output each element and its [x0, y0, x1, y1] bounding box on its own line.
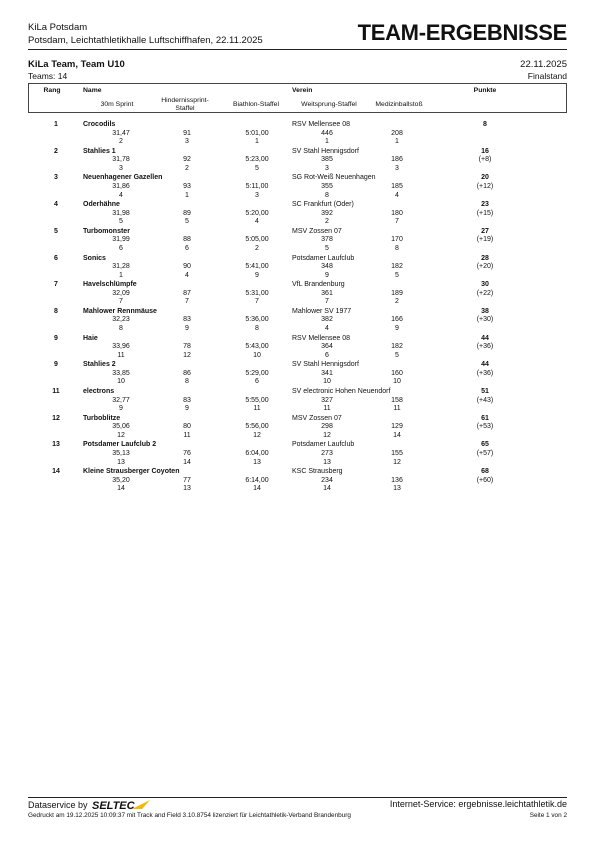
- club-name: Potsdamer Laufclub: [292, 441, 355, 449]
- place-medball: 5: [395, 351, 399, 359]
- document-title: TEAM-ERGEBNISSE: [357, 20, 567, 45]
- result-row: [0, 335, 595, 362]
- perf-longjump: 234: [321, 476, 333, 484]
- place-medball: 11: [393, 405, 401, 413]
- club-name: VfL Brandenburg: [292, 281, 345, 289]
- result-row: [0, 174, 595, 201]
- place-medball: 8: [395, 244, 399, 252]
- result-row: [0, 415, 595, 442]
- result-row: [0, 281, 595, 308]
- place-sprint: 3: [119, 164, 123, 172]
- perf-medball: 189: [391, 289, 403, 297]
- perf-sprint: 35,20: [112, 476, 130, 484]
- place-hurdle-relay: 9: [185, 325, 189, 333]
- perf-biathlon: 5:29,00: [245, 369, 269, 377]
- competition-title: KiLa Team, Team U10: [28, 59, 125, 70]
- perf-biathlon: 5:36,00: [245, 316, 269, 324]
- perf-biathlon: 5:05,00: [245, 236, 269, 244]
- result-rank: 8: [54, 307, 58, 315]
- team-name: Potsdamer Laufclub 2: [83, 441, 157, 449]
- place-medball: 5: [395, 271, 399, 279]
- perf-medball: 185: [391, 182, 403, 190]
- perf-sprint: 31,78: [112, 156, 130, 164]
- perf-longjump: 273: [321, 449, 333, 457]
- team-name: Stahlies 2: [83, 361, 116, 369]
- perf-hurdle-relay: 91: [183, 129, 191, 137]
- header-rule: [28, 49, 567, 50]
- team-name: Oderhähne: [83, 201, 120, 209]
- perf-biathlon: 5:20,00: [245, 209, 269, 217]
- perf-longjump: 348: [321, 263, 333, 271]
- place-longjump: 9: [325, 271, 329, 279]
- place-hurdle-relay: 14: [183, 458, 191, 466]
- place-longjump: 13: [323, 458, 331, 466]
- logo-swoosh-icon: [132, 800, 150, 809]
- organizer: KiLa Potsdam: [28, 22, 88, 33]
- club-name: Mahlower SV 1977: [292, 307, 352, 315]
- place-biathlon: 10: [253, 351, 261, 359]
- result-row: [0, 121, 595, 148]
- perf-medball: 155: [391, 449, 403, 457]
- perf-hurdle-relay: 80: [183, 423, 191, 431]
- perf-medball: 160: [391, 369, 403, 377]
- points-gap: (+57): [476, 449, 494, 457]
- place-biathlon: 3: [255, 191, 259, 199]
- points-gap: (+22): [476, 289, 494, 297]
- perf-biathlon: 5:56,00: [245, 423, 269, 431]
- result-rank: 9: [54, 334, 58, 342]
- team-name: Sonics: [83, 254, 106, 262]
- perf-hurdle-relay: 77: [183, 476, 191, 484]
- competition-date: 22.11.2025: [520, 59, 567, 70]
- result-row: [0, 148, 595, 175]
- team-name: Crocodils: [83, 121, 116, 128]
- venue-line: Potsdam, Leichtathletikhalle Luftschiffhafen, 22.11.2025: [28, 35, 263, 46]
- club-name: RSV Mellensee 08: [292, 121, 350, 128]
- perf-biathlon: 5:41,00: [245, 263, 269, 271]
- perf-biathlon: 5:01,00: [245, 129, 269, 137]
- team-name: Havelschlümpfe: [83, 281, 137, 289]
- club-name: SV Stahl Hennigsdorf: [292, 361, 359, 369]
- place-longjump: 1: [325, 138, 329, 146]
- place-biathlon: 2: [255, 244, 259, 252]
- perf-longjump: 298: [321, 423, 333, 431]
- place-sprint: 9: [119, 405, 123, 413]
- result-rank: 5: [54, 227, 58, 235]
- col-disc-biathlon: Biathlon-Staffel: [233, 101, 279, 108]
- result-row: [0, 228, 595, 255]
- club-name: RSV Mellensee 08: [292, 334, 350, 342]
- perf-longjump: 355: [321, 182, 333, 190]
- place-longjump: 8: [325, 191, 329, 199]
- perf-hurdle-relay: 92: [183, 156, 191, 164]
- perf-biathlon: 6:14,00: [245, 476, 269, 484]
- col-disc-longjump: Weitsprung-Staffel: [301, 101, 357, 108]
- perf-medball: 129: [391, 423, 403, 431]
- perf-hurdle-relay: 76: [183, 449, 191, 457]
- club-name: SV Stahl Hennigsdorf: [292, 147, 359, 155]
- perf-sprint: 32,77: [112, 396, 130, 404]
- place-biathlon: 11: [253, 405, 261, 413]
- perf-biathlon: 5:43,00: [245, 343, 269, 351]
- place-sprint: 5: [119, 218, 123, 226]
- team-name: Turbomonster: [83, 227, 130, 235]
- result-rank: 11: [52, 388, 60, 395]
- club-name: MSV Zossen 07: [292, 227, 342, 235]
- print-info: Gedruckt am 19.12.2025 10:09:37 mit Track and Field 3.10.8754 lizenziert für Leichtathletik-Verband Brandenburg: [28, 812, 351, 819]
- perf-hurdle-relay: 83: [183, 316, 191, 324]
- result-rank: 13: [52, 441, 60, 449]
- points-gap: (+53): [476, 423, 494, 431]
- perf-biathlon: 5:31,00: [245, 289, 269, 297]
- place-medball: 7: [395, 218, 399, 226]
- place-biathlon: 8: [255, 325, 259, 333]
- perf-medball: 208: [391, 129, 403, 137]
- col-points: Punkte: [473, 87, 497, 94]
- place-sprint: 10: [117, 378, 125, 386]
- place-hurdle-relay: 1: [185, 191, 189, 199]
- team-name: Turboblitze: [83, 414, 121, 422]
- total-points: 28: [481, 254, 489, 262]
- place-sprint: 4: [119, 191, 123, 199]
- place-sprint: 13: [117, 458, 125, 466]
- place-hurdle-relay: 13: [183, 485, 191, 493]
- perf-longjump: 361: [321, 289, 333, 297]
- points-gap: (+36): [476, 343, 494, 351]
- total-points: 23: [481, 201, 489, 209]
- place-medball: 10: [393, 378, 401, 386]
- result-row: [0, 308, 595, 335]
- place-longjump: 7: [325, 298, 329, 306]
- place-biathlon: 5: [255, 164, 259, 172]
- place-medball: 9: [395, 325, 399, 333]
- result-row: [0, 255, 595, 282]
- perf-medball: 166: [391, 316, 403, 324]
- perf-medball: 180: [391, 209, 403, 217]
- result-row: [0, 361, 595, 388]
- place-hurdle-relay: 12: [183, 351, 191, 359]
- team-name: Neuenhagener Gazellen: [83, 174, 163, 182]
- perf-biathlon: 5:23,00: [245, 156, 269, 164]
- place-biathlon: 1: [255, 138, 259, 146]
- club-name: Potsdamer Laufclub: [292, 254, 355, 262]
- points-gap: (+20): [476, 263, 494, 271]
- place-medball: 13: [393, 485, 401, 493]
- col-disc-hurdle-relay: Hindernissprint-Staffel: [161, 97, 209, 112]
- total-points: 27: [481, 227, 489, 235]
- perf-biathlon: 5:11,00: [245, 182, 269, 190]
- total-points: 44: [481, 361, 489, 369]
- perf-hurdle-relay: 86: [183, 369, 191, 377]
- place-medball: 2: [395, 298, 399, 306]
- place-longjump: 11: [323, 405, 331, 413]
- perf-longjump: 446: [321, 129, 333, 137]
- result-rank: 14: [52, 468, 60, 476]
- club-name: SC Frankfurt (Oder): [292, 201, 354, 209]
- perf-longjump: 327: [321, 396, 333, 404]
- total-points: 44: [481, 334, 489, 342]
- total-points: 51: [481, 388, 489, 395]
- place-biathlon: 12: [253, 431, 261, 439]
- place-hurdle-relay: 7: [185, 298, 189, 306]
- place-sprint: 1: [119, 271, 123, 279]
- total-points: 65: [481, 441, 489, 449]
- perf-sprint: 35,13: [112, 449, 130, 457]
- team-name: Haie: [83, 334, 98, 342]
- perf-longjump: 364: [321, 343, 333, 351]
- total-points: 8: [483, 121, 487, 128]
- points-gap: (+8): [478, 156, 492, 164]
- total-points: 68: [481, 468, 489, 476]
- place-medball: 3: [395, 164, 399, 172]
- result-status: Finalstand: [527, 71, 567, 81]
- place-longjump: 12: [323, 431, 331, 439]
- perf-medball: 158: [391, 396, 403, 404]
- result-rank: 1: [54, 121, 58, 128]
- club-name: MSV Zossen 07: [292, 414, 342, 422]
- place-longjump: 2: [325, 218, 329, 226]
- perf-sprint: 35,06: [112, 423, 130, 431]
- perf-sprint: 32,09: [112, 289, 130, 297]
- club-name: KSC Strausberg: [292, 468, 343, 476]
- perf-sprint: 31,47: [112, 129, 130, 137]
- place-medball: 14: [393, 431, 401, 439]
- place-biathlon: 14: [253, 485, 261, 493]
- team-name: Mahlower Rennmäuse: [83, 307, 157, 315]
- result-row: [0, 468, 595, 495]
- place-hurdle-relay: 3: [185, 138, 189, 146]
- place-medball: 12: [393, 458, 401, 466]
- perf-hurdle-relay: 78: [183, 343, 191, 351]
- col-disc-sprint: 30m Sprint: [100, 101, 134, 108]
- place-biathlon: 9: [255, 271, 259, 279]
- result-rank: 4: [54, 201, 58, 209]
- internet-service: Internet-Service: ergebnisse.leichtathletik.de: [389, 799, 567, 809]
- total-points: 38: [481, 307, 489, 315]
- result-rank: 3: [54, 174, 58, 182]
- result-rank: 2: [54, 147, 58, 155]
- place-hurdle-relay: 4: [185, 271, 189, 279]
- place-hurdle-relay: 9: [185, 405, 189, 413]
- result-rank: 6: [54, 254, 58, 262]
- place-hurdle-relay: 2: [185, 164, 189, 172]
- result-row: [0, 441, 595, 468]
- perf-medball: 186: [391, 156, 403, 164]
- result-row: [0, 388, 595, 415]
- place-sprint: 6: [119, 244, 123, 252]
- team-count: Teams: 14: [28, 71, 68, 81]
- place-biathlon: 7: [255, 298, 259, 306]
- result-rank: 7: [54, 281, 58, 289]
- perf-sprint: 33,96: [112, 343, 130, 351]
- points-gap: (+12): [476, 182, 494, 190]
- total-points: 30: [481, 281, 489, 289]
- perf-longjump: 385: [321, 156, 333, 164]
- col-club: Verein: [292, 87, 313, 94]
- place-sprint: 11: [117, 351, 125, 359]
- perf-hurdle-relay: 87: [183, 289, 191, 297]
- team-name: electrons: [83, 388, 115, 395]
- perf-sprint: 31,99: [112, 236, 130, 244]
- page-number: Seite 1 von 2: [529, 812, 567, 819]
- perf-sprint: 31,28: [112, 263, 130, 271]
- place-hurdle-relay: 8: [185, 378, 189, 386]
- points-gap: (+15): [476, 209, 494, 217]
- team-name: Stahlies 1: [83, 147, 116, 155]
- points-gap: (+60): [476, 476, 494, 484]
- perf-hurdle-relay: 93: [183, 182, 191, 190]
- result-row: [0, 201, 595, 228]
- perf-longjump: 378: [321, 236, 333, 244]
- place-biathlon: 13: [253, 458, 261, 466]
- perf-longjump: 392: [321, 209, 333, 217]
- place-biathlon: 4: [255, 218, 259, 226]
- points-gap: (+36): [476, 369, 494, 377]
- place-sprint: 7: [119, 298, 123, 306]
- place-longjump: 14: [323, 485, 331, 493]
- col-rank: Rang: [43, 87, 61, 94]
- points-gap: (+43): [476, 396, 494, 404]
- club-name: SG Rot-Weiß Neuenhagen: [292, 174, 376, 182]
- perf-hurdle-relay: 89: [183, 209, 191, 217]
- place-biathlon: 6: [255, 378, 259, 386]
- perf-hurdle-relay: 83: [183, 396, 191, 404]
- club-name: SV electronic Hohen Neuendorf: [292, 388, 391, 395]
- perf-biathlon: 6:04,00: [245, 449, 269, 457]
- place-longjump: 6: [325, 351, 329, 359]
- team-name: Kleine Strausberger Coyoten: [83, 468, 180, 476]
- dataservice-label: Dataservice by: [28, 800, 88, 810]
- place-longjump: 4: [325, 325, 329, 333]
- points-gap: (+30): [476, 316, 494, 324]
- perf-sprint: 32,23: [112, 316, 130, 324]
- perf-sprint: 31,86: [112, 182, 130, 190]
- col-disc-medball: Medizinballstoß: [375, 101, 423, 108]
- place-hurdle-relay: 6: [185, 244, 189, 252]
- col-name: Name: [83, 87, 102, 94]
- points-gap: (+19): [476, 236, 494, 244]
- column-header: [28, 83, 567, 113]
- result-rank: 9: [54, 361, 58, 369]
- place-longjump: 3: [325, 164, 329, 172]
- perf-longjump: 341: [321, 369, 333, 377]
- place-hurdle-relay: 5: [185, 218, 189, 226]
- seltec-logo: [92, 799, 152, 813]
- place-sprint: 14: [117, 485, 125, 493]
- place-longjump: 5: [325, 244, 329, 252]
- perf-medball: 170: [391, 236, 403, 244]
- place-medball: 1: [395, 138, 399, 146]
- perf-hurdle-relay: 90: [183, 263, 191, 271]
- place-hurdle-relay: 11: [183, 431, 191, 439]
- total-points: 61: [481, 414, 489, 422]
- perf-medball: 182: [391, 263, 403, 271]
- total-points: 16: [481, 147, 489, 155]
- perf-sprint: 33,85: [112, 369, 130, 377]
- dataservice-credit: [28, 799, 152, 813]
- place-longjump: 10: [323, 378, 331, 386]
- perf-hurdle-relay: 88: [183, 236, 191, 244]
- place-sprint: 8: [119, 325, 123, 333]
- footer-rule: [28, 797, 567, 798]
- perf-medball: 182: [391, 343, 403, 351]
- place-medball: 4: [395, 191, 399, 199]
- perf-longjump: 382: [321, 316, 333, 324]
- total-points: 20: [481, 174, 489, 182]
- perf-biathlon: 5:55,00: [245, 396, 269, 404]
- result-rank: 12: [52, 414, 60, 422]
- perf-sprint: 31,98: [112, 209, 130, 217]
- place-sprint: 2: [119, 138, 123, 146]
- seltec-logo-text: SELTEC: [92, 800, 135, 811]
- perf-medball: 136: [391, 476, 403, 484]
- place-sprint: 12: [117, 431, 125, 439]
